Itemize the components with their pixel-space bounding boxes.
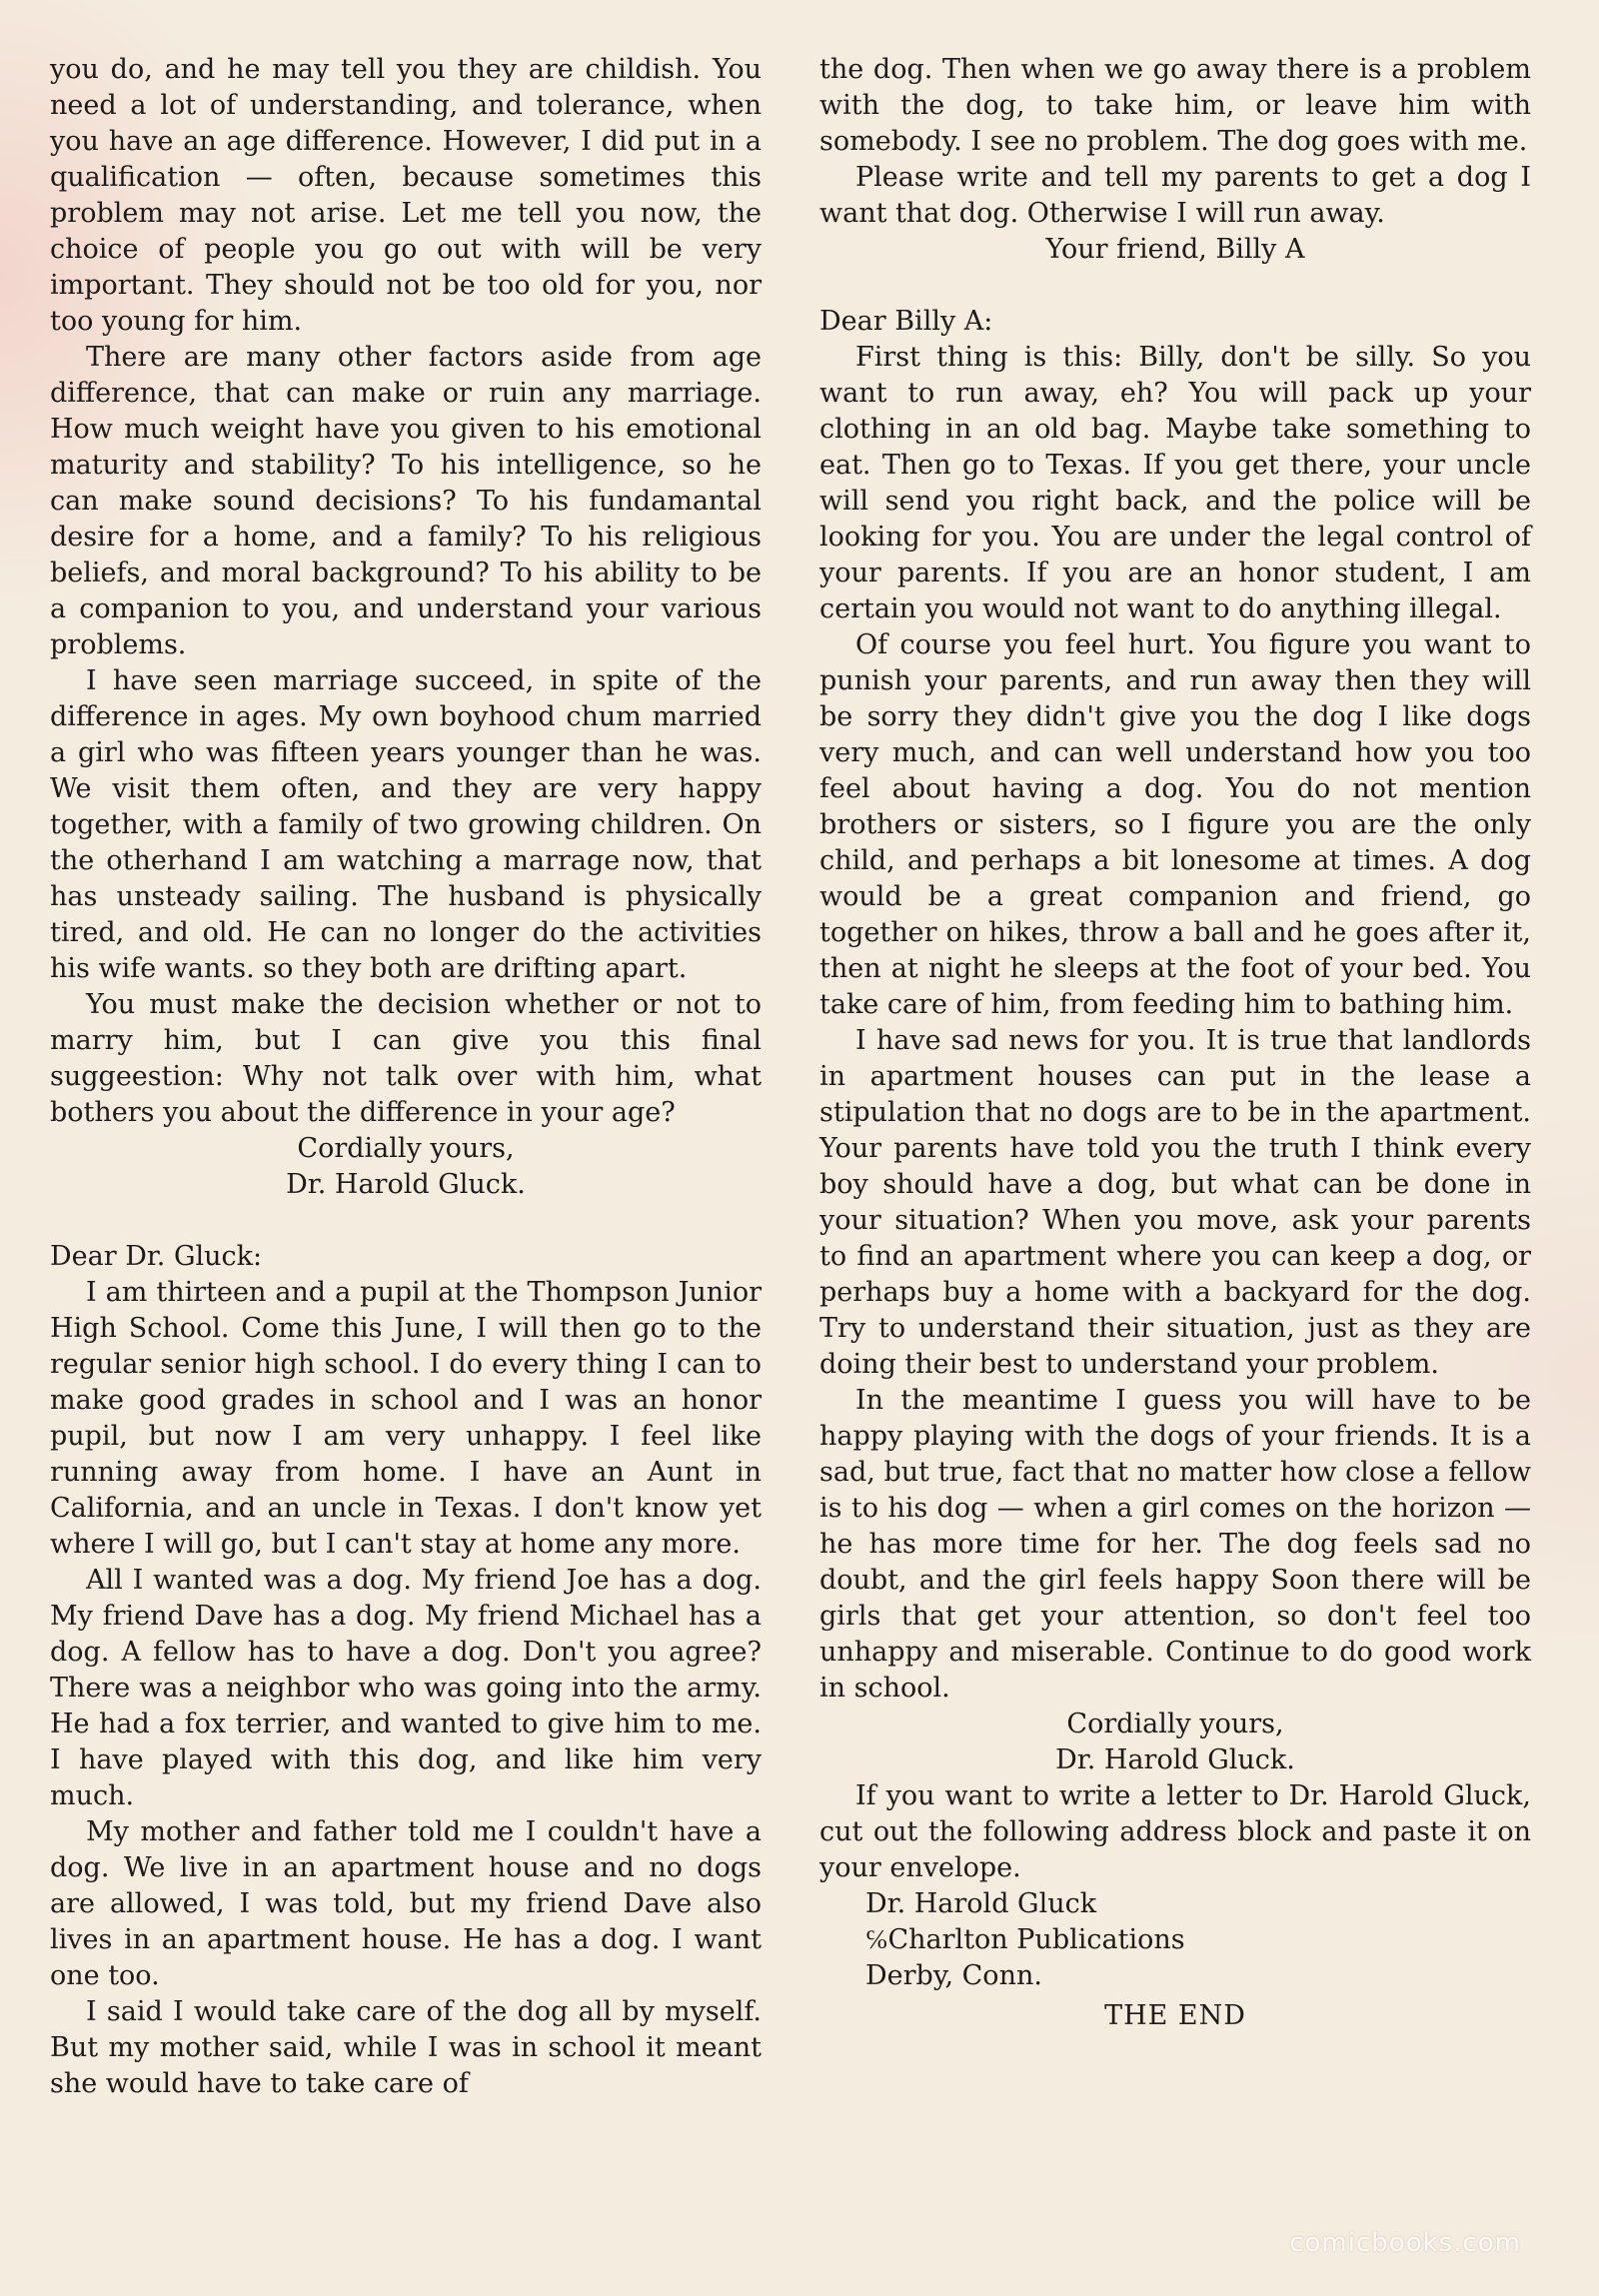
salutation: Dear Billy A: [819, 306, 993, 337]
left-column [50, 52, 762, 2102]
address-line: Derby, Conn. [865, 1960, 1042, 1991]
paragraph: All I wanted was a dog. My friend Joe has a dog. My friend Dave has a dog. My friend Michael has a dog. A fellow has to have a dog. Don't you agree? There was a neighbor who was going into the army. He had a fox terrier, and wanted to give him to me. I have played with this dog, and like him very much. [50, 1565, 762, 1811]
address-line: Dr. Harold Gluck [865, 1888, 1097, 1919]
paragraph: I said I would take care of the dog all by myself. But my mother said, while I was in school it meant she would have to take care of [50, 1996, 762, 2099]
paragraph: the dog. Then when we go away there is a problem with the dog, to take him, or leave him with somebody. I see no problem. The dog goes with me. [819, 54, 1531, 157]
paragraph: I have sad news for you. It is true that landlords in apartment houses can put in the lease a stipulation that no dogs are to be in the apartment. Your parents have told you the truth I think every boy should have a dog, but what can be done in your situation? When you move, ask your parents to find an apartment where you can keep a dog, or perhaps buy a home with a backyard for the dog. Try to understand their situation, just as they are doing their best to understand your problem. [819, 1025, 1531, 1380]
paragraph: I am thirteen and a pupil at the Thompson Junior High School. Come this June, I will then go to the regular senior high school. I do every thing I can to make good grades in school and I was an honor pupil, but now I am very unhappy. I feel like running away from home. I have an Aunt in California, and an uncle in Texas. I don't know yet where I will go, but I can't stay at home any more. [50, 1277, 762, 1560]
paragraph: You must make the decision whether or not to marry him, but I can give you this final suggeestion: Why not talk over with him, what bothers you about the difference in your age? [50, 989, 762, 1128]
paragraph: you do, and he may tell you they are childish. You need a lot of understanding, and tolerance, when you have an age difference. However, I did put in a qualification — often, because sometimes this problem may not arise. Let me tell you now, the choice of people you go out with will be very important. They should not be too old for you, nor too young for him. [50, 54, 762, 337]
right-column [819, 52, 1531, 2034]
paragraph: My mother and father told me I couldn't have a dog. We live in an apartment house and no dogs are allowed, I was told, but my friend Dave also lives in an apartment house. He has a dog. I want one too. [50, 1816, 762, 1991]
address-line: ℅Charlton Publications [865, 1924, 1185, 1955]
salutation: Dear Dr. Gluck: [50, 1241, 263, 1272]
paragraph: I have seen marriage succeed, in spite of the difference in ages. My own boyhood chum married a girl who was fifteen years younger than he was. We visit them often, and they are very happy together, with a family of two growing children. On the otherhand I am watching a marrage now, that has unsteady sailing. The husband is physically tired, and old. He can no longer do the activities his wife wants. so they both are drifting apart. [50, 665, 762, 984]
the-end: THE END [1104, 2000, 1246, 2031]
watermark: comicbooks.com [1289, 2228, 1521, 2258]
closing: Cordially yours, [1066, 1709, 1284, 1739]
signature: Dr. Harold Gluck. [286, 1169, 526, 1200]
paragraph: First thing is this: Billy, don't be silly. So you want to run away, eh? You will pack up your clothing in an old bag. Maybe take something to eat. Then go to Texas. If you get there, your uncle will send you right back, and the police will be looking for you. You are under the legal control of your parents. If you are an honor student, I am certain you would not want to do anything illegal. [819, 342, 1531, 624]
closing: Cordially yours, [297, 1133, 515, 1164]
paragraph: If you want to write a letter to Dr. Harold Gluck, cut out the following address block and paste it on your envelope. [819, 1780, 1531, 1883]
paragraph: Of course you feel hurt. You figure you want to punish your parents, and run away then they will be sorry they didn't give you the dog I like dogs very much, and can well understand how you too feel about having a dog. You do not mention brothers or sisters, so I figure you are the only child, and perhaps a bit lonesome at times. A dog would be a great companion and friend, go together on hikes, throw a ball and he goes after it, then at night he sleeps at the foot of your bed. You take care of him, from feeding him to bathing him. [819, 629, 1531, 1020]
paragraph: Please write and tell my parents to get a dog I want that dog. Otherwise I will run away. [819, 162, 1531, 229]
signature: Dr. Harold Gluck. [1055, 1744, 1295, 1775]
paragraph: There are many other factors aside from age difference, that can make or ruin any marriage. How much weight have you given to his emotional maturity and stability? To his intelligence, so he can make sound decisions? To his fundamantal desire for a home, and a family? To his religious beliefs, and moral background? To his ability to be a companion to you, and understand your various problems. [50, 342, 762, 660]
paragraph: In the meantime I guess you will have to be happy playing with the dogs of your friends. It is a sad, but true, fact that no matter how close a fellow is to his dog — when a girl comes on the horizon — he has more time for her. The dog feels sad no doubt, and the girl feels happy Soon there will be girls that get your attention, so don't feel too unhappy and miserable. Continue to do good work in school. [819, 1385, 1531, 1704]
letter-signature: Your friend, Billy A [1045, 234, 1305, 265]
